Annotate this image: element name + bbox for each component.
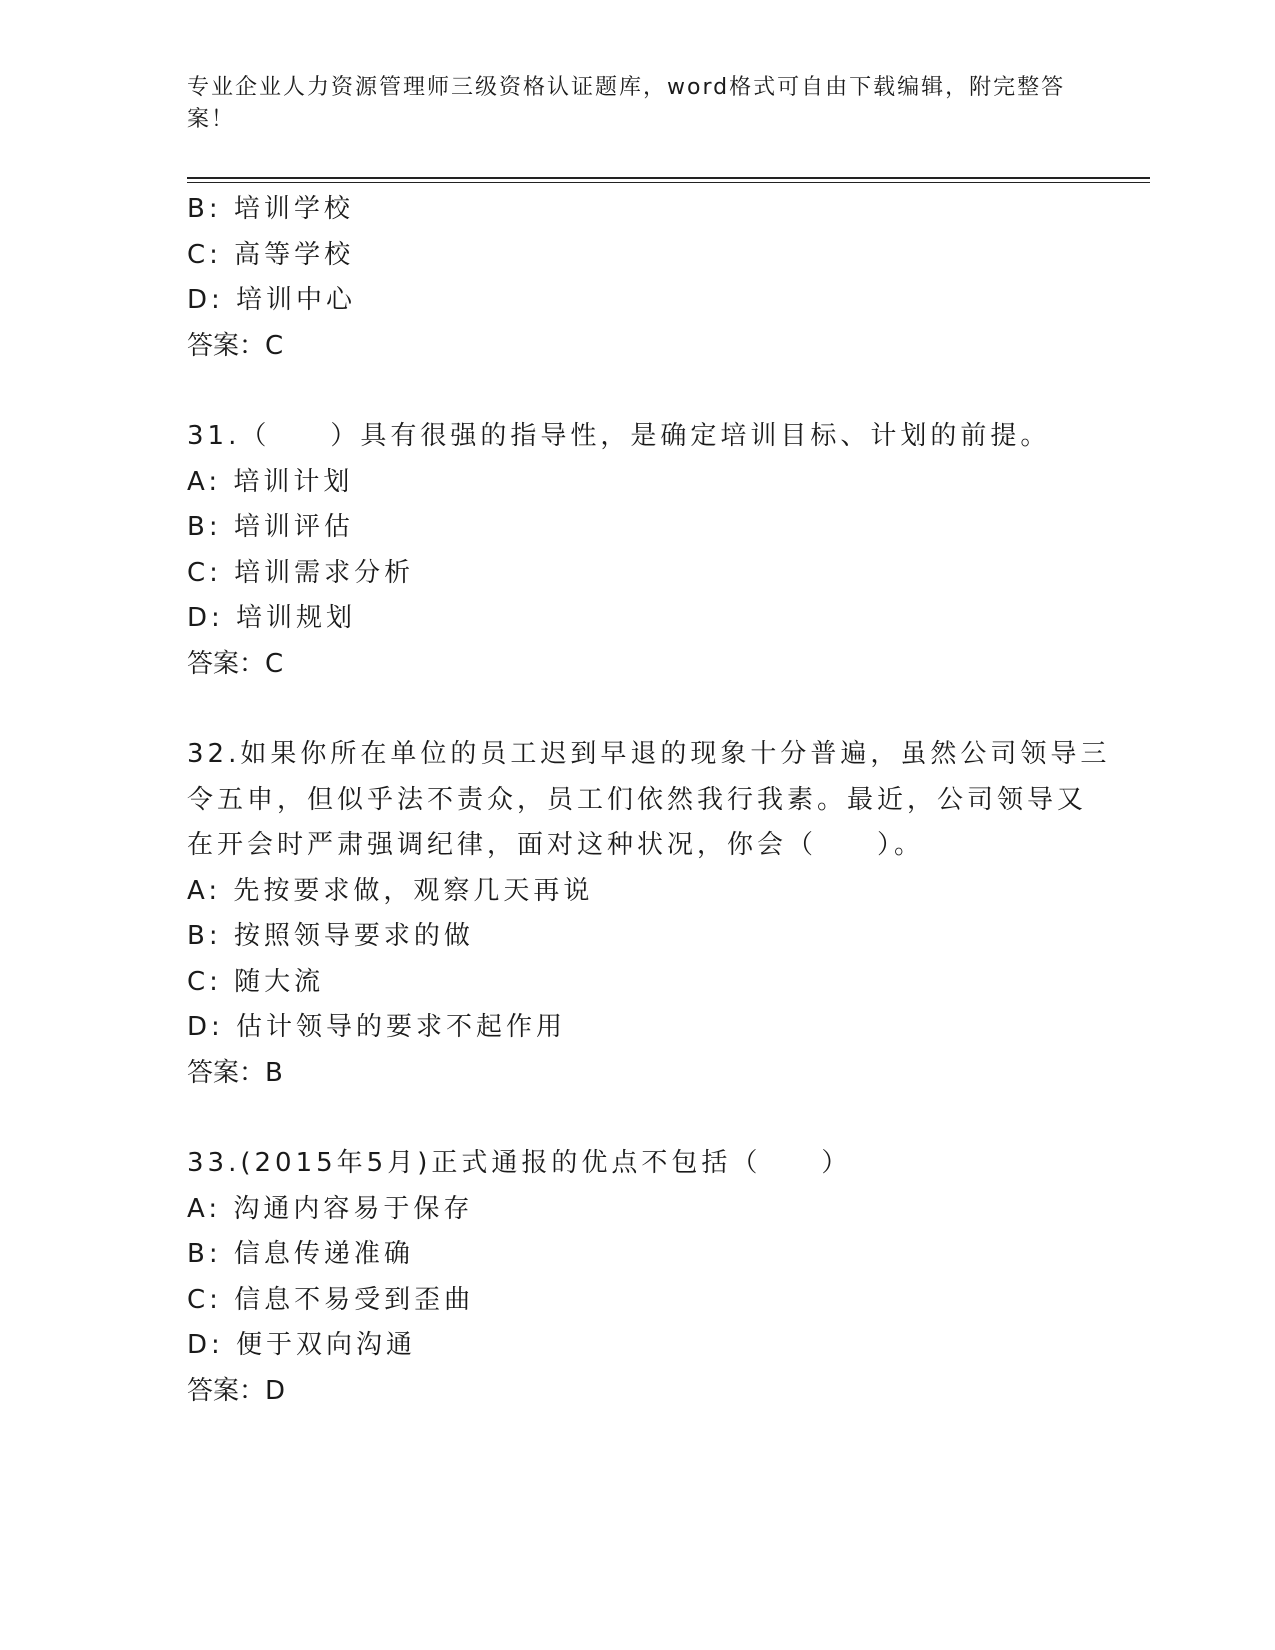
answer-line: 答案：D [187, 1375, 286, 1406]
option-c: C: 培训需求分析 [187, 557, 415, 588]
question-stem: 令五申，但似乎法不责众，员工们依然我行我素。最近，公司领导又 [187, 784, 1088, 815]
answer-line: 答案：C [187, 330, 284, 361]
spacer [187, 369, 1087, 414]
spacer [187, 687, 1087, 732]
question-stem: 33.(2015年5月)正式通报的优点不包括（ ） [187, 1148, 852, 1178]
option-c: C: 信息不易受到歪曲 [187, 1284, 475, 1315]
option-b: B: 按照领导要求的做 [187, 921, 474, 951]
question-stem: 31.（ ）具有很强的指导性，是确定培训目标、计划的前提。 [187, 421, 1051, 451]
question-32 [187, 732, 1111, 1096]
spacer [187, 1096, 1087, 1141]
option-b: B: 培训评估 [187, 512, 354, 542]
answer-line: 答案：C [187, 648, 284, 679]
question-31 [187, 414, 1087, 687]
question-stem: 在开会时严肃强调纪律，面对这种状况，你会（ ）。 [187, 830, 925, 860]
option-d: D: 便于双向沟通 [187, 1330, 417, 1360]
option-b: B: 信息传递准确 [187, 1239, 414, 1269]
option-b: B: 培训学校 [187, 194, 354, 224]
option-a: A: 培训计划 [187, 466, 354, 497]
question-stem: 32.如果你所在单位的员工迟到早退的现象十分普遍，虽然公司领导三 [187, 739, 1111, 769]
option-d: D: 估计领导的要求不起作用 [187, 1012, 567, 1042]
option-c: C: 随大流 [187, 966, 325, 997]
header-rule-thick [187, 177, 1150, 179]
question-list [187, 187, 1111, 1414]
option-a: A: 沟通内容易于保存 [187, 1193, 474, 1224]
question-33 [187, 1141, 1087, 1414]
prev-question-block [187, 187, 1087, 369]
header-rule-thin [187, 182, 1150, 183]
answer-line: 答案：B [187, 1057, 283, 1088]
option-a: A: 先按要求做，观察几天再说 [187, 875, 594, 906]
option-d: D: 培训规划 [187, 603, 357, 633]
option-c: C: 高等学校 [187, 239, 355, 270]
document-header: 专业企业人力资源管理师三级资格认证题库，word格式可自由下载编辑，附完整答案！ [187, 75, 1066, 132]
option-d: D: 培训中心 [187, 285, 357, 315]
